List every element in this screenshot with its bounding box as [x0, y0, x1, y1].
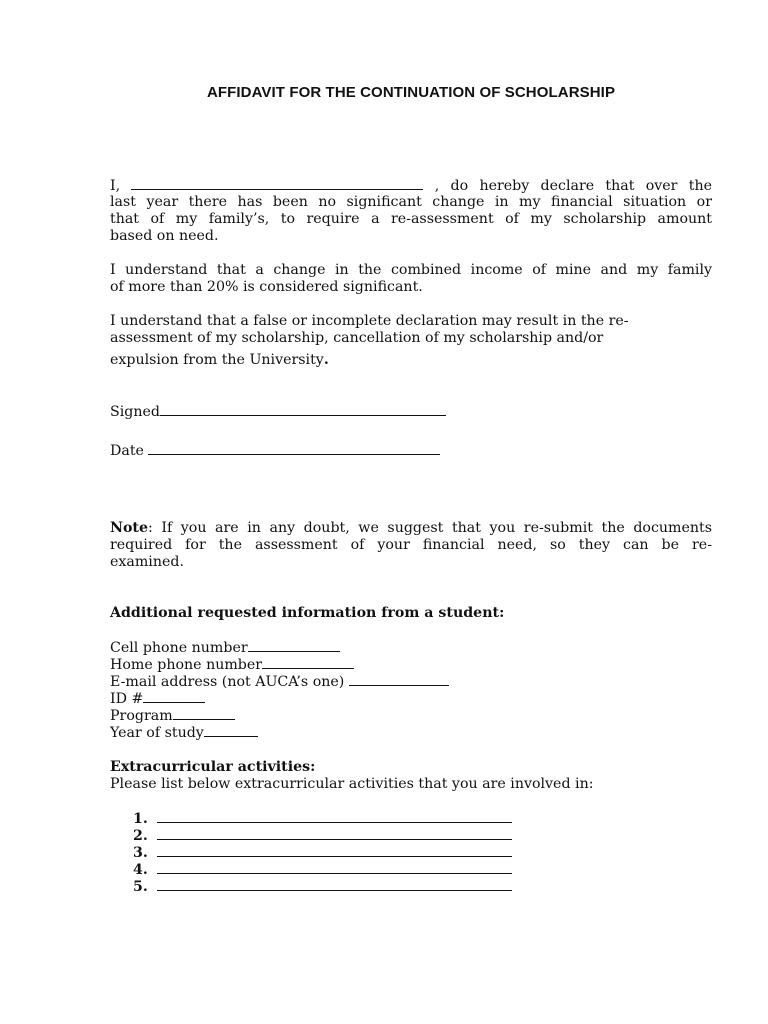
extracurricular-heading: Extracurricular activities:: [110, 759, 316, 775]
list-item: [133, 827, 512, 844]
list-item-number: 5.: [133, 879, 148, 895]
activity-blank-1[interactable]: [157, 810, 512, 823]
date-label: Date: [110, 443, 144, 459]
note-label: Note: [110, 520, 149, 536]
program-label: Program: [110, 708, 173, 724]
program-field: [110, 707, 712, 724]
note-line-1: [110, 520, 712, 537]
name-blank[interactable]: [131, 177, 423, 190]
email-blank[interactable]: [349, 673, 449, 686]
list-item-number: 3.: [133, 845, 148, 861]
false-declaration-line-1: I understand that a false or incomplete declaration may result in the re-: [110, 313, 629, 329]
cell-phone-blank[interactable]: [248, 639, 340, 652]
email-label: E-mail address (not AUCA’s one): [110, 674, 345, 690]
year-of-study-label: Year of study: [110, 725, 204, 741]
significance-paragraph: [110, 262, 712, 296]
additional-info-fields: [110, 639, 712, 741]
declaration-line-1: [110, 177, 712, 194]
home-phone-blank[interactable]: [262, 656, 354, 669]
list-item-number: 2.: [133, 828, 148, 844]
year-of-study-field: [110, 724, 712, 741]
false-declaration-line-2: assessment of my scholarship, cancellation of my scholarship and/or: [110, 330, 604, 346]
list-item: [133, 810, 512, 827]
declaration-paragraph: [110, 177, 712, 245]
list-item: [133, 878, 512, 895]
significance-line-2: of more than 20% is considered significant.: [110, 279, 423, 295]
extracurricular-section: [110, 759, 712, 793]
id-label: ID #: [110, 691, 144, 707]
id-field: [110, 690, 712, 707]
declaration-line-3: that of my family’s, to require a re-assessment of my scholarship amount: [110, 211, 712, 227]
false-declaration-line-3-text: expulsion from the University: [110, 352, 324, 368]
activity-blank-3[interactable]: [157, 844, 512, 857]
cell-phone-field: [110, 639, 712, 656]
home-phone-field: [110, 656, 712, 673]
declaration-prefix: I,: [110, 178, 121, 194]
signed-blank[interactable]: [160, 403, 446, 416]
id-blank[interactable]: [143, 690, 205, 703]
note-line-3: examined.: [110, 554, 184, 570]
home-phone-label: Home phone number: [110, 657, 263, 673]
false-declaration-period: .: [323, 352, 329, 368]
activity-blank-4[interactable]: [157, 861, 512, 874]
date-blank[interactable]: [148, 442, 440, 455]
list-item-number: 1.: [133, 811, 148, 827]
note-line-1-text: : If you are in any doubt, we suggest that you re-submit the documents: [148, 520, 712, 536]
document-title: AFFIDAVIT FOR THE CONTINUATION OF SCHOLARSHIP: [206, 84, 616, 101]
declaration-line1-rest: , do hereby declare that over the: [434, 178, 712, 194]
list-item: [133, 844, 512, 861]
signed-label: Signed: [110, 404, 160, 420]
false-declaration-paragraph: [110, 313, 712, 369]
program-blank[interactable]: [173, 707, 235, 720]
email-field: [110, 673, 712, 690]
list-item-number: 4.: [133, 862, 148, 878]
year-of-study-blank[interactable]: [204, 724, 258, 737]
false-declaration-line-3: [110, 352, 712, 369]
activity-blank-2[interactable]: [157, 827, 512, 840]
activity-blank-5[interactable]: [157, 878, 512, 891]
declaration-line-2: last year there has been no significant change in my financial situation or: [110, 194, 712, 210]
significance-line-1: I understand that a change in the combined income of mine and my family: [110, 262, 712, 278]
date-field: [110, 442, 712, 459]
signed-field: [110, 403, 712, 420]
declaration-line-4: based on need.: [110, 228, 219, 244]
extracurricular-instruction: Please list below extracurricular activities that you are involved in:: [110, 776, 594, 792]
extracurricular-list: [133, 810, 512, 895]
note-paragraph: [110, 520, 712, 571]
cell-phone-label: Cell phone number: [110, 640, 248, 656]
note-line-2: required for the assessment of your financial need, so they can be re-: [110, 537, 712, 553]
additional-info-heading: Additional requested information from a student:: [110, 605, 505, 621]
list-item: [133, 861, 512, 878]
